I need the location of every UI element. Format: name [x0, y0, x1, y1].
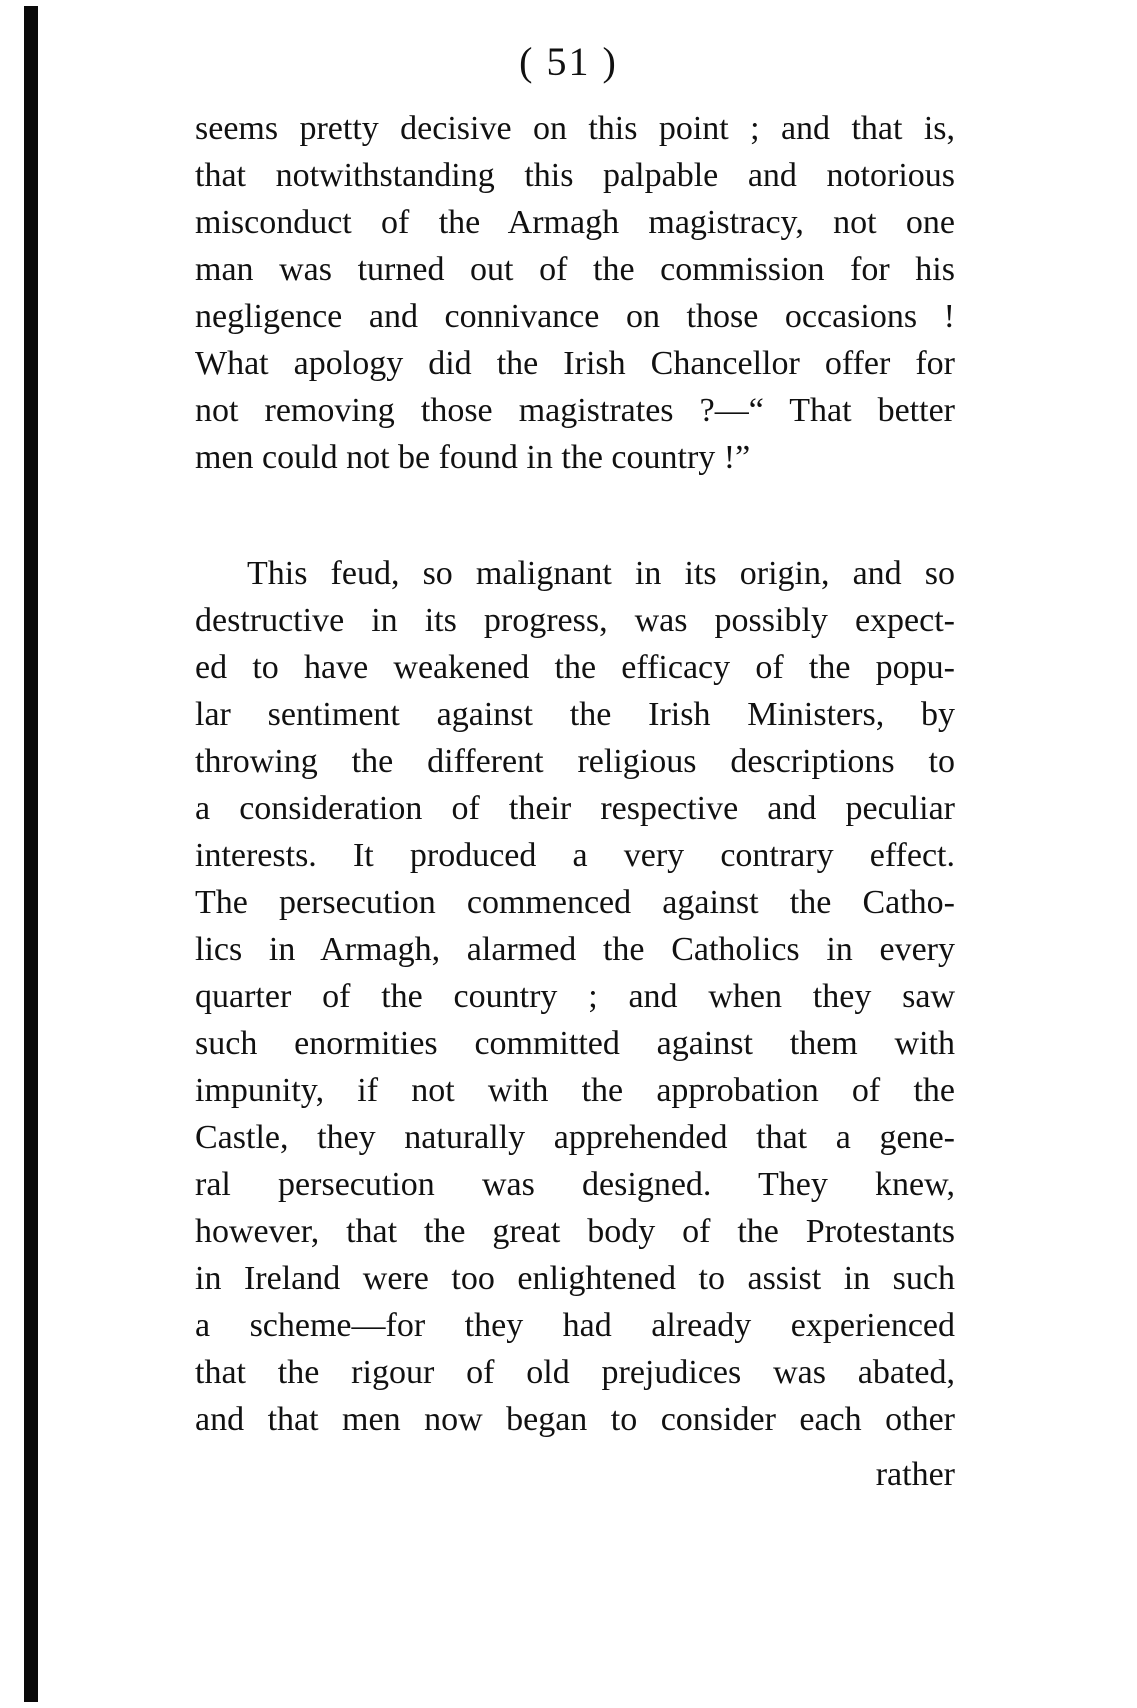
text-line: quarter of the country ; and when they saw	[195, 978, 955, 1015]
text-line: What apology did the Irish Chancellor offer for	[195, 345, 955, 382]
text-line: destructive in its progress, was possibly expect-	[195, 602, 955, 639]
text-line: and that men now began to consider each other	[195, 1401, 955, 1438]
text-line: interests. It produced a very contrary effect.	[195, 837, 955, 874]
text-line: that the rigour of old prejudices was abated,	[195, 1354, 955, 1391]
text-line: ral persecution was designed. They knew,	[195, 1166, 955, 1203]
paragraph-1	[195, 105, 955, 481]
text-line: seems pretty decisive on this point ; and that is,	[195, 110, 955, 147]
text-line: misconduct of the Armagh magistracy, not one	[195, 204, 955, 241]
text-line: however, that the great body of the Protestants	[195, 1213, 955, 1250]
text-line: not removing those magistrates ?—“ That better	[195, 392, 955, 429]
text-line: lics in Armagh, alarmed the Catholics in every	[195, 931, 955, 968]
text-line: ed to have weakened the efficacy of the popu-	[195, 649, 955, 686]
paragraph-2	[195, 550, 955, 1443]
text-line: The persecution commenced against the Catho-	[195, 884, 955, 921]
text-line: Castle, they naturally apprehended that a gene-	[195, 1119, 955, 1156]
text-line: This feud, so malignant in its origin, and so	[247, 555, 955, 592]
text-line: a consideration of their respective and peculiar	[195, 790, 955, 827]
text-line: such enormities committed against them with	[195, 1025, 955, 1062]
text-line: men could not be found in the country !”	[195, 439, 751, 476]
text-line: a scheme—for they had already experienced	[195, 1307, 955, 1344]
text-line: man was turned out of the commission for his	[195, 251, 955, 288]
catchword: rather	[875, 1456, 955, 1493]
page-number: ( 51 )	[519, 39, 618, 84]
text-line: that notwithstanding this palpable and notorious	[195, 157, 955, 194]
text-line: in Ireland were too enlightened to assist in such	[195, 1260, 955, 1297]
text-line: throwing the different religious descriptions to	[195, 743, 955, 780]
text-line: impunity, if not with the approbation of the	[195, 1072, 955, 1109]
binding-edge	[24, 6, 38, 1702]
text-line: lar sentiment against the Irish Ministers, by	[195, 696, 955, 733]
text-line: negligence and connivance on those occasions !	[195, 298, 955, 335]
